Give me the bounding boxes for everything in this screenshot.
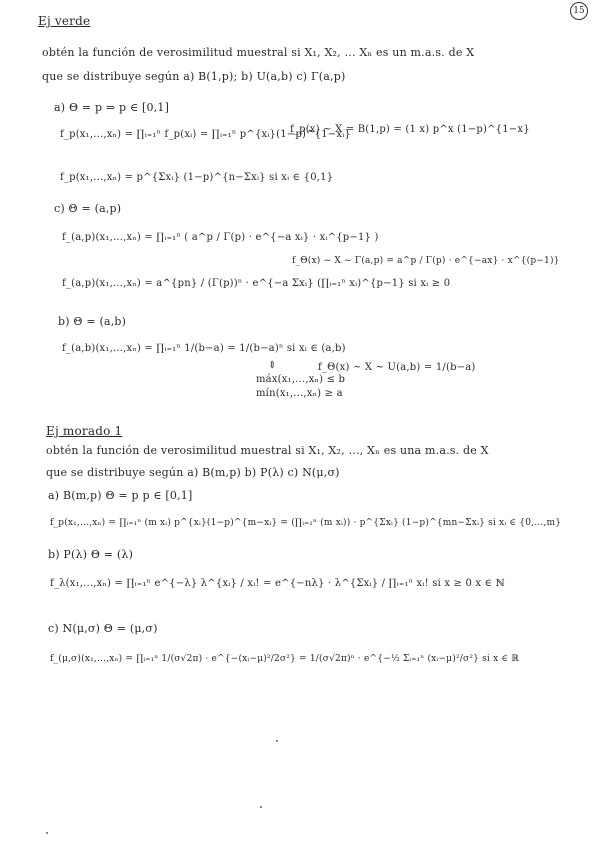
s2-b-head: b) P(λ) Θ = (λ) <box>48 548 134 561</box>
s1-b-line1b: f_Θ(x) ~ X ~ U(a,b) = 1/(b−a) <box>318 362 476 373</box>
s1-b-head: b) Θ = (a,b) <box>58 315 127 328</box>
s1-a-line1: f_p(x₁,...,xₙ) = ∏ᵢ₌₁ⁿ f_p(xᵢ) = ∏ᵢ₌₁ⁿ p^{xᵢ}(1−p)^{1−xᵢ} <box>60 129 351 140</box>
stray-mark <box>276 740 278 742</box>
s2-c-line1: f_(μ,σ)(x₁,...,xₙ) = ∏ᵢ₌₁ⁿ 1/(σ√2π) · e^{−(xᵢ−μ)²/2σ²} = 1/(σ√2π)ⁿ · e^{−½ Σᵢ₌₁ⁿ (xᵢ−μ)²/σ²} si x ∈ ℝ <box>50 654 520 664</box>
page-number: 15 <box>570 2 588 20</box>
s1-c-line2: f_(a,p)(x₁,...,xₙ) = a^{pn} / (Γ(p))ⁿ · e^{−a Σxᵢ} (∏ᵢ₌₁ⁿ xᵢ)^{p−1} si xᵢ ≥ 0 <box>62 278 451 289</box>
section2-statement-line2: que se distribuye según a) B(m,p) b) P(λ) c) N(μ,σ) <box>46 466 340 479</box>
s1-c-head: c) Θ = (a,p) <box>54 202 122 215</box>
section2-statement-line1: obtén la función de verosimilitud muestral si X₁, X₂, ..., Xₙ es una m.a.s. de X <box>46 444 489 457</box>
s2-c-head: c) N(μ,σ) Θ = (μ,σ) <box>48 622 158 635</box>
section1-statement-line1: obtén la función de verosimilitud muestral si X₁, X₂, ... Xₙ es un m.a.s. de X <box>42 46 475 59</box>
s1-a-line1b: f_p(x) ~ X = B(1,p) = (1 x) p^x (1−p)^{1−x} <box>290 124 530 135</box>
section1-statement-line2: que se distribuye según a) B(1,p); b) U(a,b) c) Γ(a,p) <box>42 70 346 83</box>
section1-title: Ej verde <box>38 14 91 28</box>
section2-title: Ej morado 1 <box>46 424 123 438</box>
stray-mark <box>260 806 262 808</box>
s1-b-line1: f_(a,b)(x₁,...,xₙ) = ∏ᵢ₌₁ⁿ 1/(b−a) = 1/(b−a)ⁿ si xᵢ ∈ (a,b) <box>62 343 346 354</box>
s1-b-cond-arrow: ⇕ <box>268 360 277 371</box>
s1-a-head: a) Θ = p ⇒ p ∈ [0,1] <box>54 101 170 114</box>
s2-b-line1: f_λ(x₁,...,xₙ) = ∏ᵢ₌₁ⁿ e^{−λ} λ^{xᵢ} / xᵢ! = e^{−nλ} · λ^{Σxᵢ} / ∏ᵢ₌₁ⁿ xᵢ! si x ≥ 0 x ∈ ℕ <box>50 578 505 589</box>
s1-c-line1b: f_Θ(x) ~ X ~ Γ(a,p) = a^p / Γ(p) · e^{−ax} · x^{(p−1)} <box>292 256 560 266</box>
s2-a-line1: f_p(x₁,...,xₙ) = ∏ᵢ₌₁ⁿ (m xᵢ) p^{xᵢ}(1−p)^{m−xᵢ} = (∏ᵢ₌₁ⁿ (m xᵢ)) · p^{Σxᵢ} (1−p)^{mn−Σxᵢ} si xᵢ ∈ {0,...,m} <box>50 518 562 528</box>
s1-c-line1: f_(a,p)(x₁,...,xₙ) = ∏ᵢ₌₁ⁿ ( a^p / Γ(p) · e^{−a xᵢ} · xᵢ^{p−1} ) <box>62 232 379 243</box>
s1-a-line2: f_p(x₁,...,xₙ) = p^{Σxᵢ} (1−p)^{n−Σxᵢ} si xᵢ ∈ {0,1} <box>60 172 334 183</box>
s2-a-head: a) B(m,p) Θ = p p ∈ [0,1] <box>48 489 193 502</box>
s1-b-cond-min: mín(x₁,...,xₙ) ≥ a <box>256 388 343 399</box>
s1-b-cond-max: máx(x₁,...,xₙ) ≤ b <box>256 374 346 385</box>
stray-mark <box>46 832 48 834</box>
